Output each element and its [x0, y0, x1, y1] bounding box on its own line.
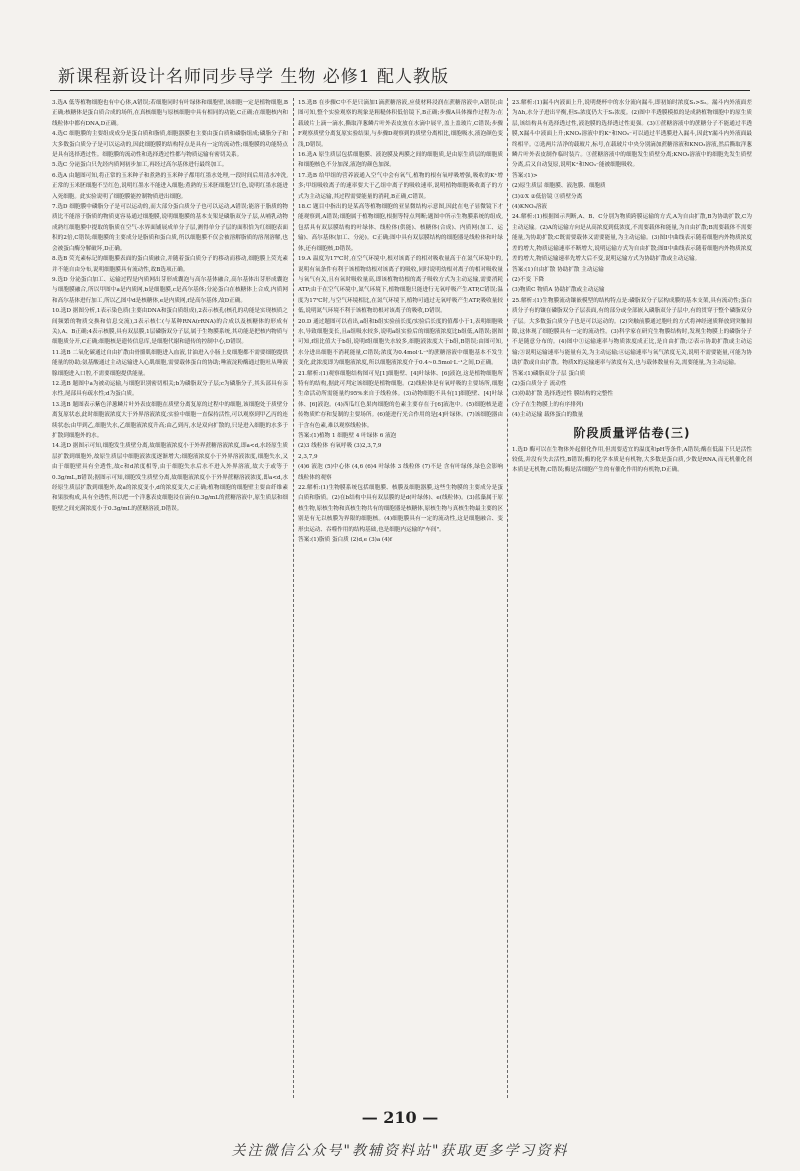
header-rule	[50, 90, 750, 91]
solution-paragraph: (2)3 线粒体 有氧呼吸 (3)2,3,7,9	[298, 443, 382, 450]
solution-paragraph: 9.选D 分泌蛋白加工、运输过程是内质网出芽形成囊泡与高尔基体融合,高尔基体出芽形成囊泡与细胞膜融合,所以甲图中a是内质网,b是细胞膜,c是高尔基体;分泌蛋白在核糖体上合成,内质网和高尔基体进行加工,所以乙图中d是核糖体,e是内质网,f是高尔基体,故D正确。	[52, 276, 288, 304]
solution-paragraph: (4)主动运输 载体蛋白的数量	[512, 412, 584, 419]
solution-paragraph: 16.选A 原生质层包括细胞膜、液泡膜及两膜之间的细胞质,是由原生质层的细胞质和细胞核色不分加深,液泡的颜色加深。	[298, 152, 503, 169]
column-middle	[298, 98, 503, 1098]
solution-paragraph: 7.选D 细胞膜中磷脂分子是可以运动的,而大部分蛋白质分子也可以运动,A错误;能溶于脂质的物质比不能溶于脂质的物质更容易通过细胞膜,说明细胞膜的基本支架是磷脂双分子层,从哺乳动物成熟红细胞膜中提取的脂质在空气-水界面铺展成单分子层,测得单分子层的面积恰为红细胞表面积的2倍,C错误;细胞膜的主要成分是脂质和蛋白质,所以细胞膜不仅会被溶解脂质的溶剂溶解,也会被蛋白酶分解破坏,D正确。	[52, 204, 288, 252]
answer-line: 答案:(1)植物 1 细胞壁 4 叶绿体 6 液泡	[298, 433, 397, 439]
solution-paragraph: 11.选B 二氧化碳通过自由扩散由骨骼肌细胞进入血液,甘油进入小肠上皮细胞都不需要细胞提供能量的协助;氨基酸通过主动运输进入心肌细胞,需要载体蛋白的协助;唾液淀粉酶通过胞吐从唾液腺细胞进入口腔,不需要细胞提供能量。	[52, 349, 288, 377]
solution-paragraph: 13.选B 题图表示紫色洋葱鳞片叶外表皮细胞在质壁分离复原的过程中的细胞,该细胞处于质壁分离复原状态,此时细胞液浓度大于外界溶液浓度;实验中细胞一直保持活性,可以观察到甲乙丙的连续状态;由甲到乙,细胞失水,乙细胞液浓度升高;由乙到丙,水是双向扩散的,只是进入细胞的水多于扩散到细胞外的水。	[52, 401, 288, 439]
solution-paragraph: 17.选B 给甲组的营养液通入空气中会有氧气,植物的根有氧呼吸增强,吸收的K⁺增多;甲组吸收离子的速率要大于乙组中离子的吸收速率,说明植物细胞吸收离子的方式为主动运输,其过程需要能量的消耗,B正确,C错误。	[298, 172, 503, 200]
solution-paragraph: 4.选C 细胞膜的主要组成成分是蛋白质和脂质,细胞器膜也主要由蛋白质和磷脂组成;磷脂分子和大多数蛋白质分子是可以运动的,因此细胞膜的结构特点是具有一定的流动性;细胞膜的功能特点是具有选择透过性。细胞膜的流动性和选择透过性都与物质运输有密切关系。	[52, 131, 288, 159]
solution-paragraph: 8.选B 荧光素标记的细胞膜表面的蛋白质融合,并随着蛋白质分子的移动而移动,细胞膜上荧光素并不能自由分布,说明细胞膜具有流动性,故B选项正确。	[52, 256, 288, 273]
solution-paragraph: (3)物质C 物质A 协助扩散或主动运输	[512, 287, 605, 294]
solution-paragraph: (2)不变 下降	[512, 276, 545, 283]
solution-paragraph: 2,3,7,9	[298, 453, 318, 460]
solution-paragraph: (3)①X ②低倍镜 ③质壁分离	[512, 193, 583, 200]
column-left	[52, 98, 288, 1098]
answer-line: 答案:(1)自由扩散 协助扩散 主动运输	[512, 266, 604, 273]
column-divider-1	[293, 98, 294, 1098]
solution-paragraph: (2)原生质层 细胞膜、液泡膜、细胞质	[512, 183, 606, 190]
solution-paragraph: 1.选D 酶可以在生物体外起催化作用,但需要适宜的温度和pH等条件,A错误;酶在低温下只是活性较低,并没有失去活性,B错误;酶的化学本质是有机物,大多数是蛋白质,少数是RNA,而无机催化剂本质是无机物,C错误;酶是活细胞产生的有催化作用的有机物,D正确。	[512, 446, 752, 474]
solution-paragraph: 19.A 温度为17℃时,在空气环境中,根对该离子的相对吸收量高于在氮气环境中的,说明有氧条件有利于该植物幼根对该离子的吸收,同时说明幼根对离子的相对吸收量与氧气有关,且有氧时吸收量高,即该植物幼根的离子吸收方式为主动运输,需要消耗ATP;由于在空气环境中,氮气环境下,植物细胞只能进行无氧呼吸产生ATP,C错误;温度为17℃时,与空气环境相比,在氮气环境下,植物可通过无氧呼吸产生ATP,吸收量较低,说明氮气环境不利于该植物幼根对该离子的吸收,D错误。	[298, 256, 503, 315]
solution-paragraph: 12.选B 题图中a为被动运输,与细胞识别密切相关;b为磷脂双分子层;c为磷脂分子,其头部具有亲水性,尾部具有疏水性;d为蛋白质。	[52, 380, 288, 398]
solution-paragraph: 20.D 通过题图可以看出,a组和b组实验前长度/实验后长度的值都小于1,表明细胞吸水,导致细胞变长,且a组吸水较多,说明a组实验后的细胞液浓度比b组低,A错误;据图可知,f组比值大于b组,说明f组细胞失水较多,细胞液浓度大于b组,B错误;由图可知,水分进出细胞不消耗能量,C错误;浓度为0.4mol·L⁻¹的蔗糖溶液中细胞基本不发生变化,此浓度即为细胞液浓度,所以细胞液浓度介于0.4~0.5mol·L⁻¹之间,D正确。	[298, 318, 503, 367]
solution-paragraph: 14.选D 据图示可知,细胞发生质壁分离,故细胞液浓度小于外界蔗糖溶液浓度,即a<d,水经原生质层扩散到细胞外,故原生质层中细胞液浓度逐渐增大;细胞液浓度小于外界溶液浓度,细胞失水,又由于细胞壁具有全透性,故c和d浓度相等,由于细胞失水后水不进入外界溶液,故大于或等于0.3g/mL,B错误;据图示可知,细胞发生质壁分离,故细胞液浓度小于外界蔗糖溶液浓度,即a<d,水经原生质层扩散到细胞外,故a的浓度变小,d的浓度变大,C正确;植物细胞的细胞壁主要由纤维素和果胶构成,具有全透性,所以把一个洋葱表皮细胞浸在滴有0.3g/mL的蔗糖溶液中,原生质层和细胞壁之间充满浓度小于0.3g/mL的蔗糖溶液,D错误。	[52, 443, 288, 512]
answer-line: 答案:(1)脂质 蛋白质 (2)d,e (3)a (4)f	[298, 537, 392, 544]
solution-paragraph: (3)协助扩散 选择透过性 膜结构的完整性	[512, 391, 613, 398]
section-title: 阶段质量评估卷(三)	[573, 425, 691, 440]
solution-paragraph: 5.选C 分泌蛋白只先经内质网初步加工,再经过高尔基体进行最终加工。	[52, 162, 228, 169]
solution-paragraph: 21.解析:(1)观察细胞结构图可见[1]细胞壁、[4]叶绿体、[6]液泡,这是植物细胞所特有的结构,据此可判定该细胞是植物细胞。(2)线粒体是有氧呼吸的主要场所,细胞生命活动所需能量约95%来自于线粒体。(3)动物细胞不具有[1]细胞壁、[4]叶绿体、[6]液泡。(4)西瓜红色果肉细胞的色素主要存在于[6]液泡中。(5)细胞核是遗传物质贮存和复制的主要场所。(6)能进行光合作用的是[4]叶绿体。(7)该细胞器由于含有色素,难以观察线粒体。	[298, 370, 503, 429]
solution-paragraph: 10.选D 据图分析,1表示染色质(主要由DNA和蛋白质组成),2表示核孔(核孔的功能是实现核质之间频繁的物质交换和信息交流),3表示核仁(与某种RNA(rRNA)的合成以及核糖体的形成有关),A、B正确;4表示核膜,具有双层膜,1层磷脂双分子层,属于生物膜系统,其功能是把核内物质与细胞质分开,C正确;细胞核是遗传信息库,是细胞代谢和遗传的控制中心,D错误。	[52, 308, 288, 346]
solution-paragraph: 23.解析:(1)漏斗内液面上升,说明烧杯中的水分流向漏斗,即初始时浓度S₁>S₂。漏斗内外液面差为Δh,水分子进出平衡,但S₁浓度仍大于S₂浓度。(2)图中半透膜模拟的是成熟植物细胞中的原生质层,该结构具有选择透过性,液泡膜的选择透过性更强。(3)①蔗糖溶液中的蔗糖分子不能通过半透膜,X漏斗中液面上升;KNO₃溶液中的K⁺和NO₃⁻可以通过半透膜进入漏斗,因此Y漏斗内外液面最终相平。②选两片洁净的载玻片,标号,在载玻片中央分别滴加蔗糖溶液和KNO₃溶液,然后撕取洋葱鳞片叶外表皮制作临时装片。③蔗糖溶液中的细胞发生质壁分离;KNO₃溶液中的细胞先发生质壁分离,后又自动复原,说明K⁺和NO₃⁻能被细胞吸收。	[512, 100, 752, 169]
solution-paragraph: (2)蛋白质分子 流动性	[512, 380, 567, 387]
running-header: 新课程新设计名师同步导学 生物 必修1 配人教版	[58, 67, 450, 87]
solution-paragraph: (分子在生物膜上的有序排列)	[512, 401, 584, 408]
column-right	[512, 98, 752, 1098]
column-divider-2	[507, 98, 508, 1098]
footer-watermark-note: 关注微信公众号"教辅资料站"获取更多学习资料	[231, 1143, 569, 1159]
solution-paragraph: (4)6 液泡 (5)中心体 (4,6 (6)4 叶绿体 3 线粒体 (7)不是 含有叶绿体,绿色会影响线粒体的观察	[298, 464, 503, 481]
solution-paragraph: 6.选A 由题图可知,将正常的玉米种子和煮熟的玉米种子都用红墨水处理,一段时间后用清水冲洗,正常的玉米胚细胞不呈红色,说明红墨水不能进入细胞;煮熟的玉米胚细胞呈红色,说明红墨水能进入死细胞。此实验说明了细胞膜能控制物质进出细胞。	[52, 172, 288, 200]
answer-line: 答案:(1)磷脂双分子层 蛋白质	[512, 370, 586, 377]
solution-paragraph: 25.解析:(1)生物膜流动镶嵌模型的结构特点是:磷脂双分子层构成膜的基本支架,具有流动性;蛋白质分子有的镶在磷脂双分子层表面,有的部分或全部嵌入磷脂双分子层中,有的贯穿于整个磷脂双分子层。大多数蛋白质分子也是可以运动的。(2)突触前膜通过胞吐的方式将神经递质释放到突触间隙,这体现了细胞膜具有一定的流动性。(3)科学家在研究生物膜结构时,发现生物膜上的磷脂分子不是随意分布的。(4)图中①运输速率与物质浓度成正比,是自由扩散;②表示协助扩散或主动运输;③说明运输速率与能量有关,为主动运输;④运输速率与氧气浓度无关,说明不需要能量,可能为协助扩散或自由扩散。物质X的运输速率与浓度有关,也与载体数量有关,需要能量,为主动运输。	[512, 297, 752, 367]
solution-paragraph: 3.选A 低等植物细胞也有中心体,A错误;若细胞同时有叶绿体和细胞壁,该细胞一定是植物细胞,B正确;核糖体是蛋白质合成的场所,在真核细胞与原核细胞中具有相同的功能,C正确;在细胞核内和线粒体中都有DNA,D正确。	[52, 100, 288, 127]
solution-paragraph: 15.选B 在步骤C中不是只滴加1滴蔗糖溶液,应使材料浸润在蔗糖溶液中,A错误;由图可知,整个实验观察的现象是粗糙体积低倍镜下,B正确;步骤A具体操作过程为:在载玻片上滴一滴水,撕取洋葱鳞片叶外表皮放在水滴中展平,盖上盖玻片,C错误;步骤F观察质壁分离复原实验结果,与步骤D观察到的质壁分离相比,细胞吸水,液泡颜色变浅,D错误。	[298, 100, 503, 148]
page-number: — 210 —	[361, 1108, 439, 1127]
solution-paragraph: (4)KNO₃溶液	[512, 204, 548, 211]
solution-paragraph: 24.解析:(1)根据图示判断,A、B、C分别为物质跨膜运输的方式,A为自由扩散,B为协助扩散,C为主动运输。(2)A的运输方向是从高浓度到低浓度,不需要载体和能量,为自由扩散;B需要载体不需要能量,为协助扩散;C既需要载体又需要能量,为主动运输。(3)图Ⅰ中曲线表示随着细胞内外物质浓度差的增大,物质运输速率不断增大,说明运输方式为自由扩散;图Ⅱ中曲线表示随着细胞内外物质浓度差的增大,物质运输速率先增大后不变,说明运输方式为协助扩散或主动运输。	[512, 214, 752, 263]
solution-paragraph: 18.C 题目中指出的是某高等植物细胞的亚显微结构示意图,因此在电子显微镜下才能观察到,A错误;细胞属于植物细胞,根据等特点判断;题图中所示生物膜系统的组成,包括具有双层膜结构的叶绿体、线粒体(供能)、核糖体(合成)、内质网(加工、运输)、高尔基体(加工、分泌)。C正确;图中具有双层膜结构的细胞器是线粒体和叶绿体,还有细胞核,D错误。	[298, 204, 503, 252]
solution-paragraph: 22.解析:(1)生物膜系统包括细胞膜、核膜及细胞器膜,这些生物膜的主要成分是蛋白质和脂质。(2)在b结构中具有双层膜的是d(叶绿体)、e(线粒体)。(3)蓝藻属于原核生物,原核生物和真核生物共有的细胞器是核糖体,原核生物与真核生物最主要的区别是有无以核膜为界限的细胞核。(4)细胞膜具有一定的流动性,这是细胞融合、变形虫运动、吞噬作用的结构基础,也是细胞内运输的"车间"。	[298, 485, 503, 533]
answer-line: 答案:(1)>	[512, 172, 538, 179]
